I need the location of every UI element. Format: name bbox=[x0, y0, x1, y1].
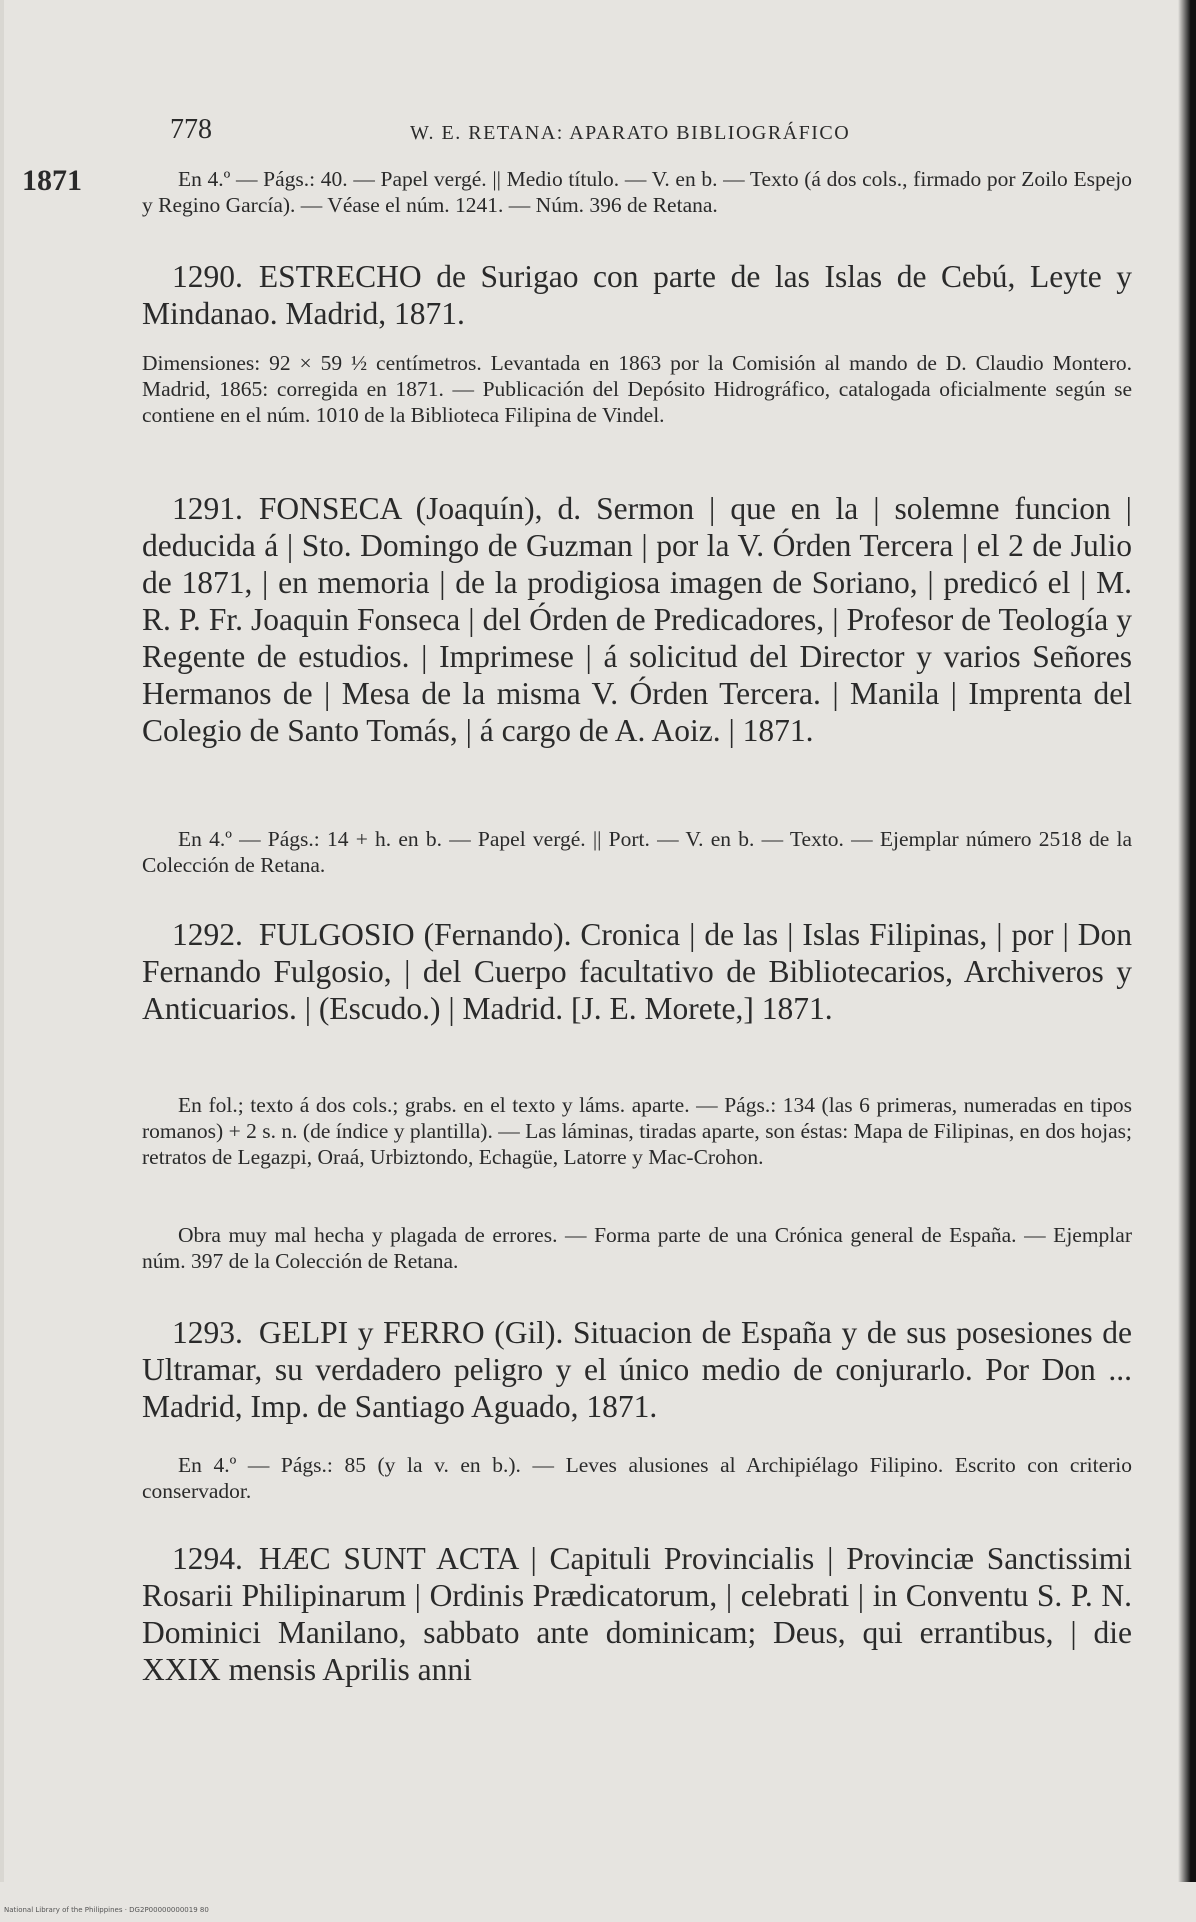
entry-1290-note: Dimensiones: 92 × 59 ½ centímetros. Levantada en 1863 por la Comisión al mando de D. Claudio Montero. Madrid, 1865: corregida en 1871. — Publicación del Depósito Hidrográfico, catalogada oficialmente según se contiene en el núm. 1010 de la Biblioteca Filipina de Vindel. bbox=[142, 351, 1132, 427]
running-head bbox=[170, 114, 1130, 154]
page-bottom-margin bbox=[0, 1882, 1196, 1922]
entry-body: HÆC SUNT ACTA | Capituli Provincialis | Provinciæ Sanctissimi Rosarii Philipinarum | Ordinis Prædicatorum, | celebrati | in Conventu S. P. N. Dominici Manilano, sabbato ante dominicam; Deus, qui errantibus, | die XXIX mensis Aprilis anni bbox=[142, 1541, 1132, 1687]
entry-1292 bbox=[142, 916, 1132, 1027]
page-number: 778 bbox=[170, 114, 212, 145]
entry-body: FONSECA (Joaquín), d. Sermon | que en la | solemne funcion | deducida á | Sto. Domingo de Guzman | por la V. Órden Tercera | el 2 de Julio de 1871, | en memoria | de la prodigiosa imagen de Soriano, | predicó el | M. R. P. Fr. Joaquin Fonseca | del Órden de Predicadores, | Profesor de Teología y Regente de estudios. | Imprimese | á solicitud del Director y varios Señores Hermanos de | Mesa de la misma V. Órden Tercera. | Manila | Imprenta del Colegio de Santo Tomás, | á cargo de A. Aoiz. | 1871. bbox=[142, 491, 1132, 748]
page-right-edge-shadow bbox=[1178, 0, 1196, 1922]
entry-body: FULGOSIO (Fernando). Cronica | de las | Islas Filipinas, | por | Don Fernando Fulgosio, | del Cuerpo facultativo de Bibliotecarios, Archiveros y Anticuarios. | (Escudo.) | Madrid. [J. E. Morete,] 1871. bbox=[142, 917, 1132, 1026]
entry-number: 1290. bbox=[172, 259, 243, 294]
entry-number: 1292. bbox=[172, 917, 243, 952]
margin-year: 1871 bbox=[22, 164, 82, 197]
scan-credit: National Library of the Philippines · DG2P00000000019 80 bbox=[4, 1906, 209, 1914]
entry-body: GELPI y FERRO (Gil). Situacion de España y de sus posesiones de Ultramar, su verdadero peligro y el único medio de conjurarlo. Por Don ... Madrid, Imp. de Santiago Aguado, 1871. bbox=[142, 1315, 1132, 1424]
entry-body: ESTRECHO de Surigao con parte de las Islas de Cebú, Leyte y Mindanao. Madrid, 1871. bbox=[142, 259, 1132, 331]
entry-1293 bbox=[142, 1314, 1132, 1425]
continuation-note: En 4.º — Págs.: 40. — Papel vergé. || Medio título. — V. en b. — Texto (á dos cols., firmado por Zoilo Espejo y Regino García). — Véase el núm. 1241. — Núm. 396 de Retana. bbox=[142, 167, 1132, 217]
entry-1291-note: En 4.º — Págs.: 14 + h. en b. — Papel vergé. || Port. — V. en b. — Texto. — Ejemplar número 2518 de la Colección de Retana. bbox=[142, 827, 1132, 877]
entry-1290 bbox=[142, 258, 1132, 332]
page-left-edge bbox=[0, 0, 4, 1922]
entry-1292-remark: Obra muy mal hecha y plagada de errores. — Forma parte de una Crónica general de España. — Ejemplar núm. 397 de la Colección de Retana. bbox=[142, 1223, 1132, 1273]
entry-number: 1293. bbox=[172, 1315, 243, 1350]
entry-1294 bbox=[142, 1540, 1132, 1688]
entry-1293-note: En 4.º — Págs.: 85 (y la v. en b.). — Leves alusiones al Archipiélago Filipino. Escrito con criterio conservador. bbox=[142, 1453, 1132, 1503]
running-title: W. E. RETANA: APARATO BIBLIOGRÁFICO bbox=[410, 122, 851, 144]
entry-1292-note: En fol.; texto á dos cols.; grabs. en el texto y láms. aparte. — Págs.: 134 (las 6 primeras, numeradas en tipos romanos) + 2 s. n. (de índice y plantilla). — Las láminas, tiradas aparte, son éstas: Mapa de Filipinas, en dos hojas; retratos de Legazpi, Oraá, Urbiztondo, Echagüe, Latorre y Mac-Crohon. bbox=[142, 1093, 1132, 1169]
entry-number: 1294. bbox=[172, 1541, 243, 1576]
entry-number: 1291. bbox=[172, 491, 243, 526]
entry-1291 bbox=[142, 490, 1132, 749]
